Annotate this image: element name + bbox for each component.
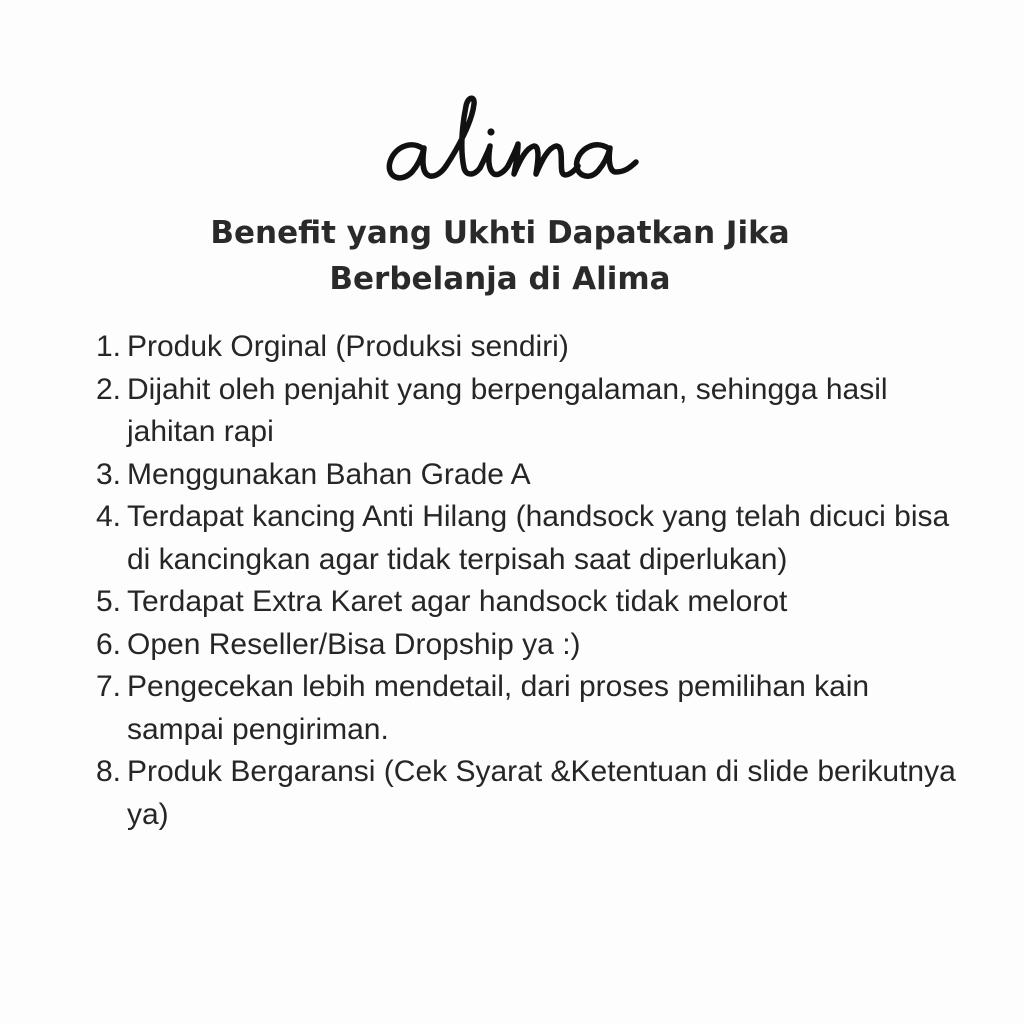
item-number: 6. [96,627,122,661]
benefit-headline [0,210,1000,302]
item-text: Open Reseller/Bisa Dropship ya :) [127,627,581,661]
alima-logo [380,88,642,198]
item-number: 7. [96,670,122,703]
item-number: 8. [96,755,122,788]
list-item [96,369,956,454]
list-item [96,454,956,497]
list-item [96,624,956,667]
item-number: 5. [96,585,122,618]
item-number: 4. [96,500,122,533]
alima-script-logo-icon [380,88,642,198]
list-item [96,751,956,836]
i-dot [487,128,494,135]
list-item [96,581,956,624]
list-item [96,326,956,369]
item-text: Produk Orginal (Produksi sendiri) [127,330,569,363]
item-number: 3. [96,457,122,491]
item-number: 2. [96,372,122,406]
item-text: Menggunakan Bahan Grade A [127,457,531,491]
benefit-list [96,326,956,836]
list-item [96,496,956,581]
list-item [96,666,956,751]
item-text: Terdapat kancing Anti Hilang (handsock yang telah dicuci bisa di kancingkan agar tidak terpisah saat diperlukan) [127,500,950,576]
headline-line-2: Berbelanja di Alima [329,261,671,297]
item-text: Pengecekan lebih mendetail, dari proses pemilihan kain sampai pengiriman. [127,670,870,746]
item-text: Terdapat Extra Karet agar handsock tidak melorot [127,585,788,618]
item-text: Produk Bergaransi (Cek Syarat &Ketentuan di slide berikutnya ya) [127,755,956,831]
item-number: 1. [96,330,122,363]
item-text: Dijahit oleh penjahit yang berpengalaman, sehingga hasil jahitan rapi [127,372,888,448]
headline-line-1: Benefit yang Ukhti Dapatkan Jika [210,215,790,251]
